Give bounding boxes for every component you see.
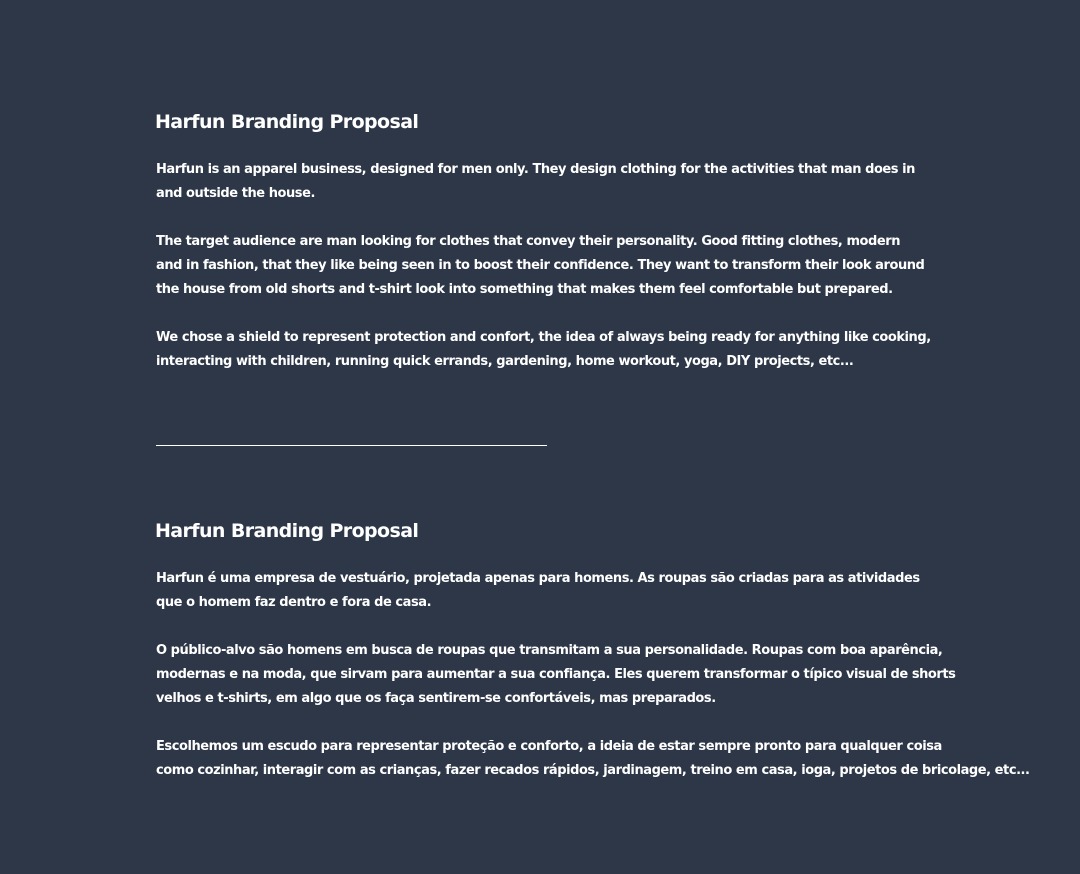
- section-divider: [156, 445, 547, 446]
- paragraph-en-shield: [156, 326, 946, 374]
- paragraph-en-intro: [156, 158, 946, 206]
- portuguese-section: [155, 517, 1030, 783]
- paragraph-pt-shield: [156, 735, 1030, 783]
- section-title-en: Harfun Branding Proposal: [155, 111, 419, 133]
- english-section: [156, 108, 946, 374]
- paragraph-line: and outside the house.: [156, 186, 315, 201]
- paragraph-line: modernas e na moda, que sirvam para aumentar a sua confiança. Eles querem transformar o típico visual de shorts: [156, 667, 956, 682]
- paragraph-line: interacting with children, running quick errands, gardening, home workout, yoga, DIY projects, etc...: [156, 354, 854, 369]
- paragraph-line: velhos e t-shirts, em algo que os faça sentirem-se confortáveis, mas preparados.: [156, 691, 716, 706]
- section-title-pt: Harfun Branding Proposal: [155, 520, 419, 542]
- paragraph-line: Harfun is an apparel business, designed for men only. They design clothing for the activities that man does in: [156, 162, 915, 177]
- paragraph-line: and in fashion, that they like being seen in to boost their confidence. They want to transform their look around: [156, 258, 925, 273]
- paragraph-line: Escolhemos um escudo para representar proteção e conforto, a ideia de estar sempre pronto para qualquer coisa: [156, 739, 942, 754]
- paragraph-pt-intro: [156, 567, 946, 615]
- paragraph-line: We chose a shield to represent protection and confort, the idea of always being ready for anything like cooking,: [156, 330, 931, 345]
- paragraph-line: O público-alvo são homens em busca de roupas que transmitam a sua personalidade. Roupas com boa aparência,: [156, 643, 943, 658]
- paragraph-line: que o homem faz dentro e fora de casa.: [156, 595, 432, 610]
- paragraph-en-audience: [156, 230, 946, 302]
- paragraph-pt-audience: [156, 639, 956, 711]
- paragraph-line: The target audience are man looking for clothes that convey their personality. Good fitting clothes, modern: [156, 234, 901, 249]
- paragraph-line: como cozinhar, interagir com as crianças, fazer recados rápidos, jardinagem, treino em casa, ioga, projetos de bricolage, etc...: [156, 763, 1030, 778]
- paragraph-line: the house from old shorts and t-shirt look into something that makes them feel comfortable but prepared.: [156, 282, 893, 297]
- paragraph-line: Harfun é uma empresa de vestuário, projetada apenas para homens. As roupas são criadas para as atividades: [156, 571, 920, 586]
